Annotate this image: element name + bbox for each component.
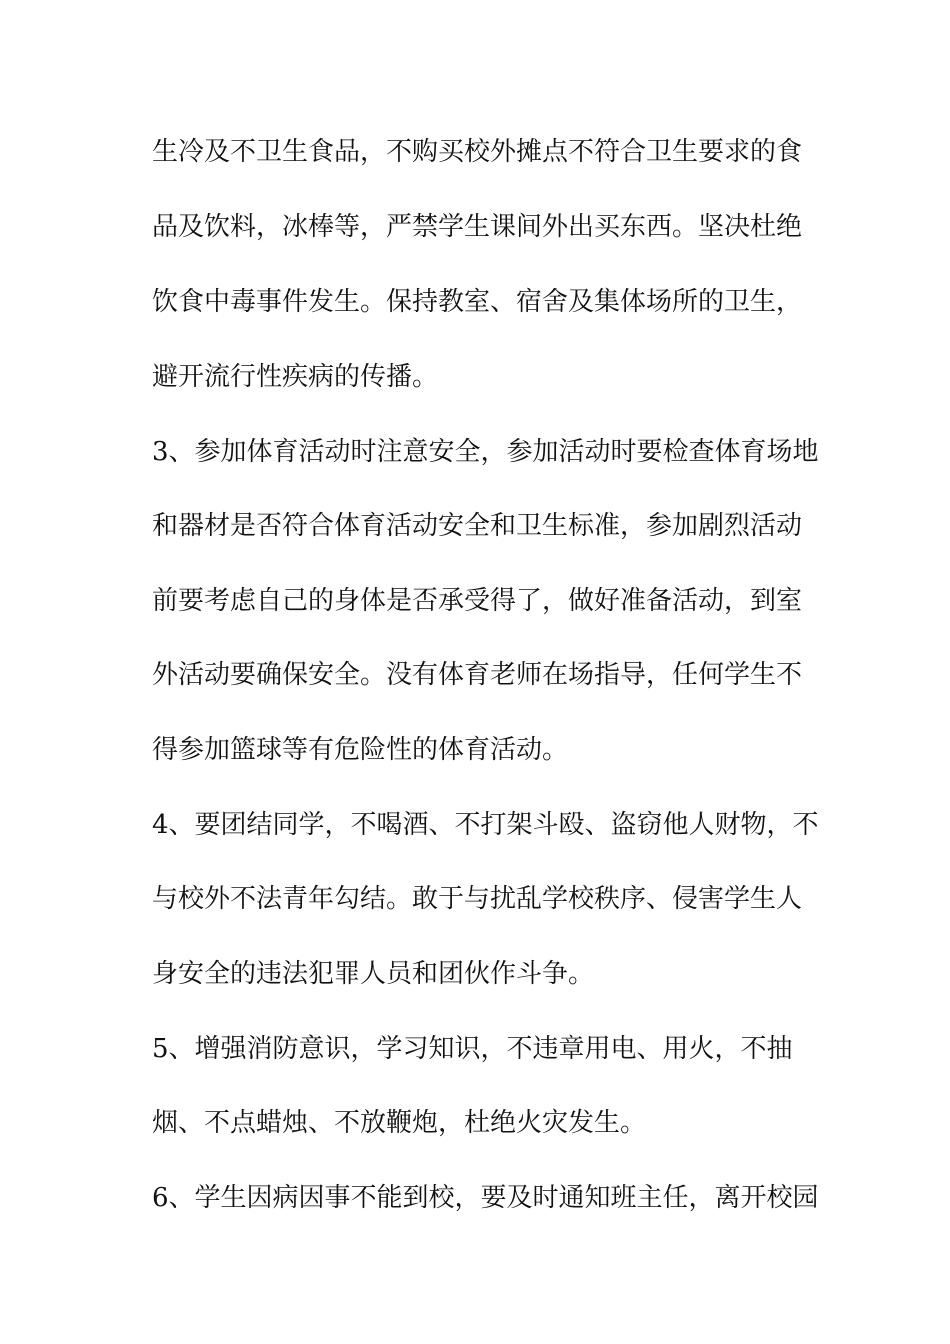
text-line: 6、学生因病因事不能到校，要及时通知班主任，离开校园 xyxy=(152,1183,819,1213)
text-line: 烟、不点蜡烛、不放鞭炮，杜绝火灾发生。 xyxy=(152,1108,647,1138)
text-line: 和器材是否符合体育活动安全和卫生标准，参加剧烈活动 xyxy=(152,511,803,541)
text-line: 5、增强消防意识，学习知识，不违章用电、用火，不抽 xyxy=(152,1034,793,1064)
text-line: 得参加篮球等有危险性的体育活动。 xyxy=(152,735,569,765)
text-line: 避开流行性疾病的传播。 xyxy=(152,362,439,392)
text-line: 外活动要确保安全。没有体育老师在场指导，任何学生不 xyxy=(152,660,803,690)
text-line: 与校外不法青年勾结。敢于与扰乱学校秩序、侵害学生人 xyxy=(152,884,803,914)
text-line: 前要考虑自己的身体是否承受得了，做好准备活动，到室 xyxy=(152,586,803,616)
text-line: 饮食中毒事件发生。保持教室、宿舍及集体场所的卫生， xyxy=(152,287,803,317)
text-line: 品及饮料，冰棒等，严禁学生课间外出买东西。坚决杜绝 xyxy=(152,212,803,242)
text-line: 身安全的违法犯罪人员和团伙作斗争。 xyxy=(152,959,595,989)
text-line: 3、参加体育活动时注意安全，参加活动时要检查体育场地 xyxy=(152,437,819,467)
text-line: 生冷及不卫生食品，不购买校外摊点不符合卫生要求的食 xyxy=(152,137,803,167)
text-line: 4、要团结同学，不喝酒、不打架斗殴、盗窃他人财物，不 xyxy=(152,810,819,840)
